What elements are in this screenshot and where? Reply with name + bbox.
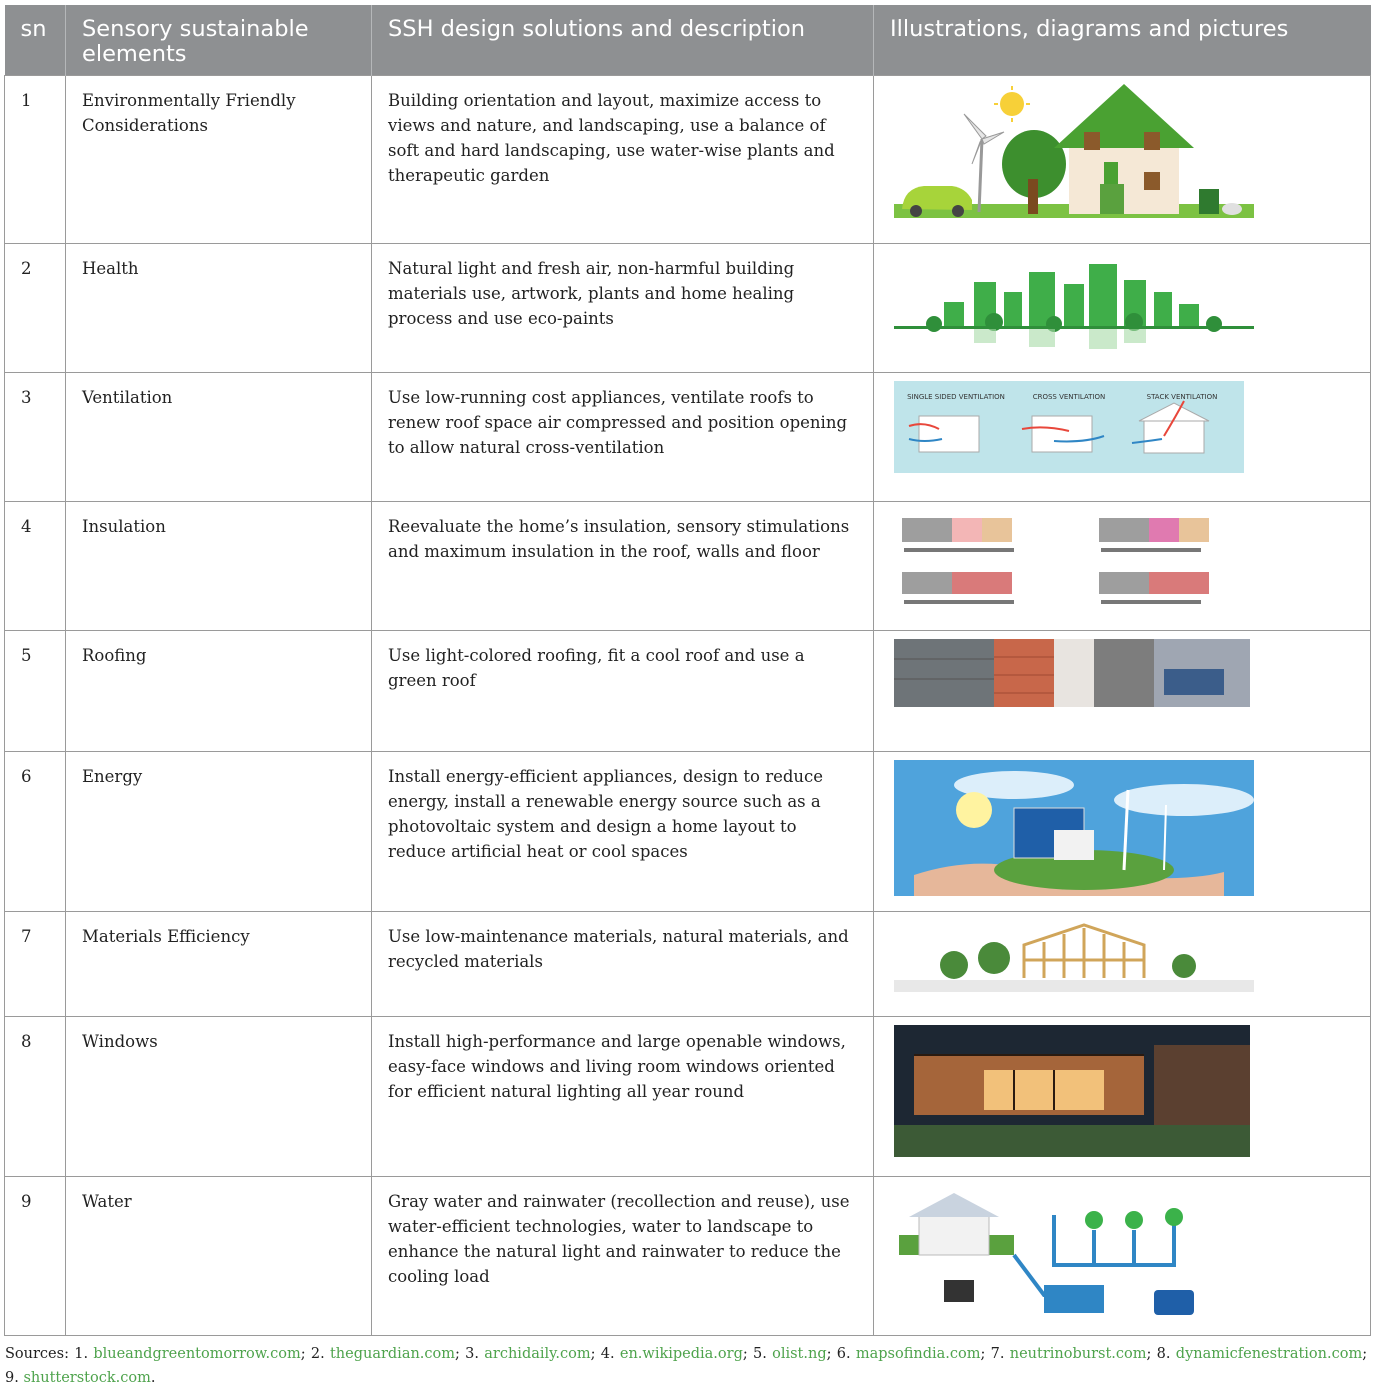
source-num: 6.	[836, 1346, 851, 1362]
windows-photo-icon	[894, 1025, 1250, 1157]
ventilation-diagram-icon	[894, 381, 1244, 473]
source-num: 3.	[465, 1346, 479, 1362]
timber-frame-icon	[894, 920, 1254, 1000]
cell-sn: 6	[5, 752, 66, 912]
source-link[interactable]: mapsofindia.com	[855, 1346, 981, 1362]
source-link[interactable]: shutterstock.com	[23, 1370, 151, 1386]
cell-sn: 5	[5, 631, 66, 752]
green-city-icon	[894, 252, 1254, 352]
source-link[interactable]: archidaily.com	[484, 1346, 591, 1362]
cell-description: Reevaluate the home’s insulation, sensory stimulations and maximum insulation in the roof, walls and floor	[372, 502, 874, 631]
cell-description: Install energy-efficient appliances, design to reduce energy, install a renewable energy source such as a photovoltaic system and design a home layout to reduce artificial heat or cool spaces	[372, 752, 874, 912]
source-num: 8.	[1156, 1346, 1171, 1362]
source-link[interactable]: en.wikipedia.org	[619, 1346, 743, 1362]
cell-description: Gray water and rainwater (recollection and reuse), use water-efficient technologies, water to landscape to enhance the natural light and rainwater to reduce the cooling load	[372, 1177, 874, 1336]
source-num: 5.	[753, 1346, 767, 1362]
table-row	[5, 373, 1371, 502]
header-illustrations: Illustrations, diagrams and pictures	[874, 5, 1371, 76]
table-row	[5, 1017, 1371, 1177]
cell-element: Ventilation	[66, 373, 372, 502]
cell-element: Insulation	[66, 502, 372, 631]
source-num: 7.	[990, 1346, 1005, 1362]
table-row	[5, 752, 1371, 912]
cell-element: Water	[66, 1177, 372, 1336]
cell-sn: 3	[5, 373, 66, 502]
cell-illustration	[874, 1177, 1371, 1336]
water-system-icon	[894, 1185, 1230, 1325]
roofing-collage-icon	[894, 639, 1250, 707]
ventilation-label: STACK VENTILATION	[1146, 393, 1218, 401]
table-row	[5, 912, 1371, 1017]
table-header-row	[5, 5, 1371, 76]
cell-element: Health	[66, 244, 372, 373]
renewable-energy-icon	[894, 760, 1254, 896]
source-link[interactable]: neutrinoburst.com	[1009, 1346, 1147, 1362]
cell-sn: 4	[5, 502, 66, 631]
cell-element: Windows	[66, 1017, 372, 1177]
cell-description: Use light-colored roofing, fit a cool roof and use a green roof	[372, 631, 874, 752]
source-link[interactable]: olist.ng	[772, 1346, 827, 1362]
cell-sn: 1	[5, 76, 66, 244]
cell-illustration	[874, 244, 1371, 373]
sources-line: Sources: 1. blueandgreentomorrow.com; 2. theguardian.com; 3. archidaily.com; 4. en.wikipedia.org; 5. olist.ng; 6. mapsofindia.com; 7. neutrinoburst.com; 8. dynamicfenestration.com;	[5, 1346, 1368, 1362]
sources-line-2: 9. shutterstock.com.	[5, 1370, 156, 1386]
header-sn: sn	[5, 5, 66, 76]
cell-description: Install high-performance and large openable windows, easy-face windows and living room windows oriented for efficient natural lighting all year round	[372, 1017, 874, 1177]
cell-sn: 8	[5, 1017, 66, 1177]
source-num: 1.	[74, 1346, 89, 1362]
source-num: 9.	[5, 1370, 19, 1386]
table-row	[5, 244, 1371, 373]
table-row	[5, 76, 1371, 244]
table-row	[5, 631, 1371, 752]
cell-illustration	[874, 752, 1371, 912]
cell-sn: 9	[5, 1177, 66, 1336]
cell-description: Use low-running cost appliances, ventilate roofs to renew roof space air compressed and position opening to allow natural cross-ventilation	[372, 373, 874, 502]
source-link[interactable]: blueandgreentomorrow.com	[93, 1346, 301, 1362]
table-row	[5, 502, 1371, 631]
ventilation-label: SINGLE SIDED VENTILATION	[907, 393, 1005, 401]
header-description: SSH design solutions and description	[372, 5, 874, 76]
cell-illustration	[874, 912, 1371, 1017]
ventilation-label: CROSS VENTILATION	[1032, 393, 1106, 401]
cell-sn: 2	[5, 244, 66, 373]
cell-sn: 7	[5, 912, 66, 1017]
header-elements: Sensory sustainable elements	[66, 5, 372, 76]
table-row	[5, 1177, 1371, 1336]
cell-element: Roofing	[66, 631, 372, 752]
source-num: 4.	[600, 1346, 615, 1362]
cell-description: Use low-maintenance materials, natural materials, and recycled materials	[372, 912, 874, 1017]
cell-illustration	[874, 631, 1371, 752]
source-link[interactable]: dynamicfenestration.com	[1175, 1346, 1363, 1362]
cell-illustration	[874, 373, 1371, 502]
insulation-layers-icon	[894, 510, 1224, 610]
cell-description: Building orientation and layout, maximize access to views and nature, and landscaping, use a balance of soft and hard landscaping, use water-wise plants and therapeutic garden	[372, 76, 874, 244]
cell-element: Energy	[66, 752, 372, 912]
source-link[interactable]: theguardian.com	[329, 1346, 456, 1362]
cell-illustration	[874, 502, 1371, 631]
cell-illustration	[874, 76, 1371, 244]
ssh-elements-table	[4, 5, 1371, 1336]
eco-house-icon	[894, 84, 1254, 224]
cell-element: Materials Efficiency	[66, 912, 372, 1017]
cell-element: Environmentally Friendly Considerations	[66, 76, 372, 244]
cell-description: Natural light and fresh air, non-harmful building materials use, artwork, plants and home healing process and use eco-paints	[372, 244, 874, 373]
sources-label: Sources:	[5, 1346, 69, 1362]
cell-illustration	[874, 1017, 1371, 1177]
source-num: 2.	[310, 1346, 325, 1362]
